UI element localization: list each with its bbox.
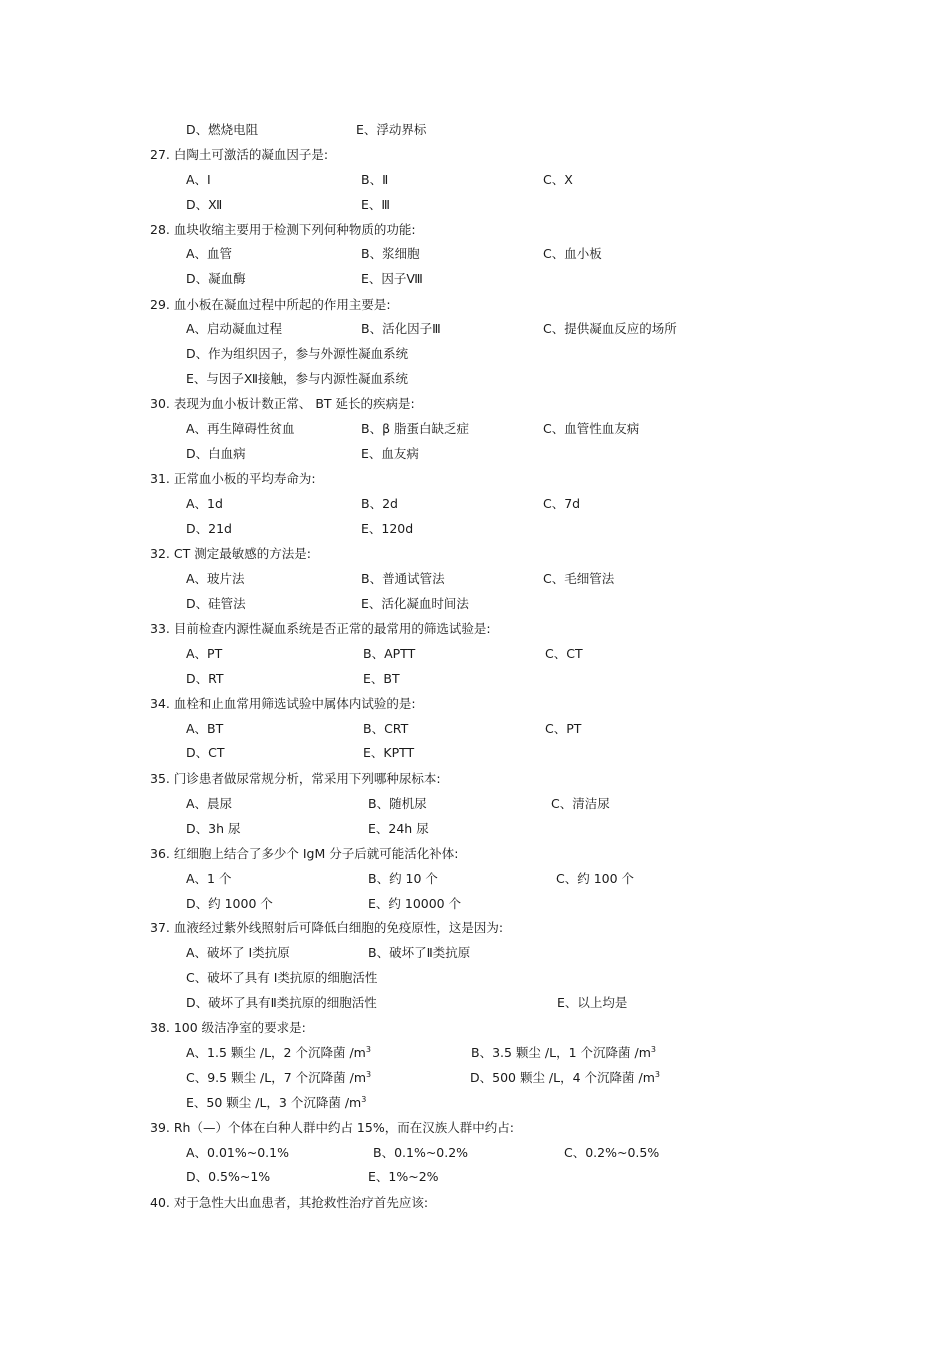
answer-option-text: E、Ⅲ [361,197,391,212]
answer-option-text: D、作为组织因子，参与外源性凝血系统 [186,346,409,361]
answer-option-text: D、CT [186,745,225,760]
answer-option [186,820,240,838]
answer-option [368,795,427,813]
answer-option-text: A、Ⅰ [186,172,211,187]
answer-option [470,1069,660,1087]
answer-option-text: B、APTT [363,646,416,661]
answer-option [556,870,634,888]
answer-option [186,969,377,987]
answer-option [368,820,429,838]
question-text: 30. 表现为血小板计数正常、 BT 延长的疾病是: [150,396,415,411]
answer-option [543,245,602,263]
answer-option-text: E、以上均是 [557,995,628,1010]
answer-option-text: A、血管 [186,246,233,261]
answer-option-text: E、血友病 [361,446,419,461]
answer-option-text: A、BT [186,721,224,736]
answer-option-text: B、CRT [363,721,409,736]
answer-option-text: E、活化凝血时间法 [361,596,469,611]
answer-option [471,1044,656,1062]
answer-option-text: D、白血病 [186,446,246,461]
answer-option [186,520,232,538]
answer-option-text: C、CT [545,646,583,661]
answer-option [361,320,441,338]
superscript: 3 [366,1069,372,1079]
superscript: 3 [361,1094,367,1104]
answer-option-text: D、破坏了具有Ⅱ类抗原的细胞活性 [186,995,377,1010]
answer-option [368,1168,439,1186]
answer-option-text: A、1d [186,496,223,511]
answer-option-text: E、浮动界标 [356,122,427,137]
answer-option [361,420,469,438]
answer-option-text: E、24h 尿 [368,821,429,836]
answer-option-text: D、凝血酶 [186,271,246,286]
answer-option [186,370,408,388]
answer-option [186,320,282,338]
answer-option-text: D、燃烧电阻 [186,122,259,137]
question-text: 36. 红细胞上结合了多少个 IgM 分子后就可能活化补体: [150,846,459,861]
answer-option-text: D、21d [186,521,232,536]
answer-option [186,1069,371,1087]
answer-option [543,570,614,588]
answer-option [186,994,377,1012]
answer-option-text: A、启动凝血过程 [186,321,283,336]
answer-option [363,720,408,738]
answer-option [557,994,627,1012]
answer-option-text: C、血小板 [543,246,602,261]
answer-option-text: C、PT [545,721,582,736]
answer-option [186,1094,366,1112]
answer-option-text: D、500 颗尘 /L，4 个沉降菌 /m [470,1070,655,1085]
answer-option-text: A、1 个 [186,871,232,886]
answer-option-text: B、Ⅱ [361,172,389,187]
answer-option [564,1144,659,1162]
answer-option-text: E、KPTT [363,745,415,760]
answer-option [361,520,413,538]
answer-option-text: D、约 1000 个 [186,896,273,911]
answer-option-text: E、120d [361,521,414,536]
answer-option-text: C、0.2%~0.5% [564,1145,660,1160]
question-text: 29. 血小板在凝血过程中所起的作用主要是: [150,297,391,312]
answer-option-text: A、1.5 颗尘 /L，2 个沉降菌 /m [186,1045,366,1060]
answer-option-text: E、50 颗尘 /L，3 个沉降菌 /m [186,1095,362,1110]
answer-option [186,420,295,438]
answer-option [186,870,231,888]
answer-option [186,245,232,263]
answer-option-text: C、破坏了具有 Ⅰ类抗原的细胞活性 [186,970,378,985]
answer-option-text: B、活化因子Ⅲ [361,321,441,336]
answer-option [186,795,232,813]
answer-option-text: C、血管性血友病 [543,421,640,436]
answer-option [361,595,469,613]
answer-option-text: A、破坏了 Ⅰ类抗原 [186,945,290,960]
answer-option-text: C、毛细管法 [543,571,615,586]
answer-option-text: B、破坏了Ⅱ类抗原 [368,945,471,960]
answer-option [543,320,677,338]
answer-option [186,1144,289,1162]
answer-option [368,870,438,888]
answer-option-text: E、BT [363,671,400,686]
answer-option-text: B、2d [361,496,398,511]
question-text: 33. 目前检查内源性凝血系统是否正常的最常用的筛选试验是: [150,621,491,636]
answer-option [186,121,258,139]
answer-option [361,445,419,463]
answer-option [186,670,224,688]
answer-option-text: B、普通试管法 [361,571,445,586]
answer-option-text: B、3.5 颗尘 /L，1 个沉降菌 /m [471,1045,651,1060]
answer-option [361,495,398,513]
answer-option [186,744,225,762]
answer-option-text: E、因子Ⅷ [361,271,423,286]
answer-option [361,196,390,214]
answer-option [186,595,246,613]
answer-option-text: E、1%~2% [368,1169,439,1184]
question-text: 28. 血块收缩主要用于检测下列何种物质的功能: [150,222,416,237]
answer-option [186,1044,371,1062]
answer-option [186,270,246,288]
answer-option-text: C、清洁尿 [551,796,610,811]
answer-option [368,944,470,962]
answer-option [543,495,580,513]
question-text: 38. 100 级洁净室的要求是: [150,1020,306,1035]
answer-option [361,245,420,263]
answer-option-text: A、0.01%~0.1% [186,1145,289,1160]
question-text: 31. 正常血小板的平均寿命为: [150,471,316,486]
answer-option [545,720,581,738]
answer-option-text: D、Ⅻ [186,197,223,212]
answer-option [363,645,415,663]
answer-option-text: D、3h 尿 [186,821,241,836]
answer-option [186,645,222,663]
answer-option-text: B、约 10 个 [368,871,438,886]
answer-option-text: C、提供凝血反应的场所 [543,321,677,336]
answer-option-text: E、与因子Ⅻ接触，参与内源性凝血系统 [186,371,409,386]
question-text: 37. 血液经过紫外线照射后可降低白细胞的免疫原性，这是因为: [150,920,504,935]
answer-option-text: A、晨尿 [186,796,233,811]
answer-option-text: B、随机尿 [368,796,427,811]
answer-option [186,570,245,588]
answer-option-text: D、硅管法 [186,596,246,611]
answer-option [543,420,639,438]
answer-option-text: E、约 10000 个 [368,896,462,911]
answer-option-text: C、约 100 个 [556,871,635,886]
answer-option [186,720,223,738]
answer-option-text: C、Ⅹ [543,172,573,187]
answer-option-text: A、玻片法 [186,571,245,586]
answer-option [368,895,461,913]
answer-option-text: D、0.5%~1% [186,1169,271,1184]
answer-option [543,171,573,189]
question-text: 32. CT 测定最敏感的方法是: [150,546,311,561]
answer-option [361,570,445,588]
answer-option [361,270,423,288]
answer-option [186,445,246,463]
answer-option [551,795,610,813]
answer-option [363,670,400,688]
answer-option [186,944,290,962]
answer-option-text: B、浆细胞 [361,246,420,261]
answer-option [186,171,211,189]
answer-option-text: D、RT [186,671,224,686]
answer-option-text: C、7d [543,496,581,511]
question-text: 40. 对于急性大出血患者，其抢救性治疗首先应该: [150,1195,429,1210]
answer-option [186,196,222,214]
answer-option [545,645,583,663]
answer-option-text: B、0.1%~0.2% [373,1145,469,1160]
answer-option-text: A、再生障碍性贫血 [186,421,295,436]
answer-option [361,171,388,189]
superscript: 3 [654,1069,660,1079]
answer-option-text: C、9.5 颗尘 /L，7 个沉降菌 /m [186,1070,367,1085]
answer-option [186,895,273,913]
answer-option [186,1168,270,1186]
answer-option [363,744,414,762]
answer-option [356,121,426,139]
answer-option [186,345,408,363]
question-text: 35. 门诊患者做尿常规分析，常采用下列哪种尿标本: [150,771,441,786]
answer-option-text: B、β 脂蛋白缺乏症 [361,421,470,436]
question-text: 27. 白陶土可激活的凝血因子是: [150,147,329,162]
question-text: 34. 血栓和止血常用筛选试验中属体内试验的是: [150,696,416,711]
answer-option-text: A、PT [186,646,223,661]
answer-option [373,1144,468,1162]
answer-option [186,495,223,513]
question-text: 39. Rh（—）个体在白种人群中约占 15%，而在汉族人群中约占: [150,1120,514,1135]
superscript: 3 [365,1044,371,1054]
superscript: 3 [650,1044,656,1054]
